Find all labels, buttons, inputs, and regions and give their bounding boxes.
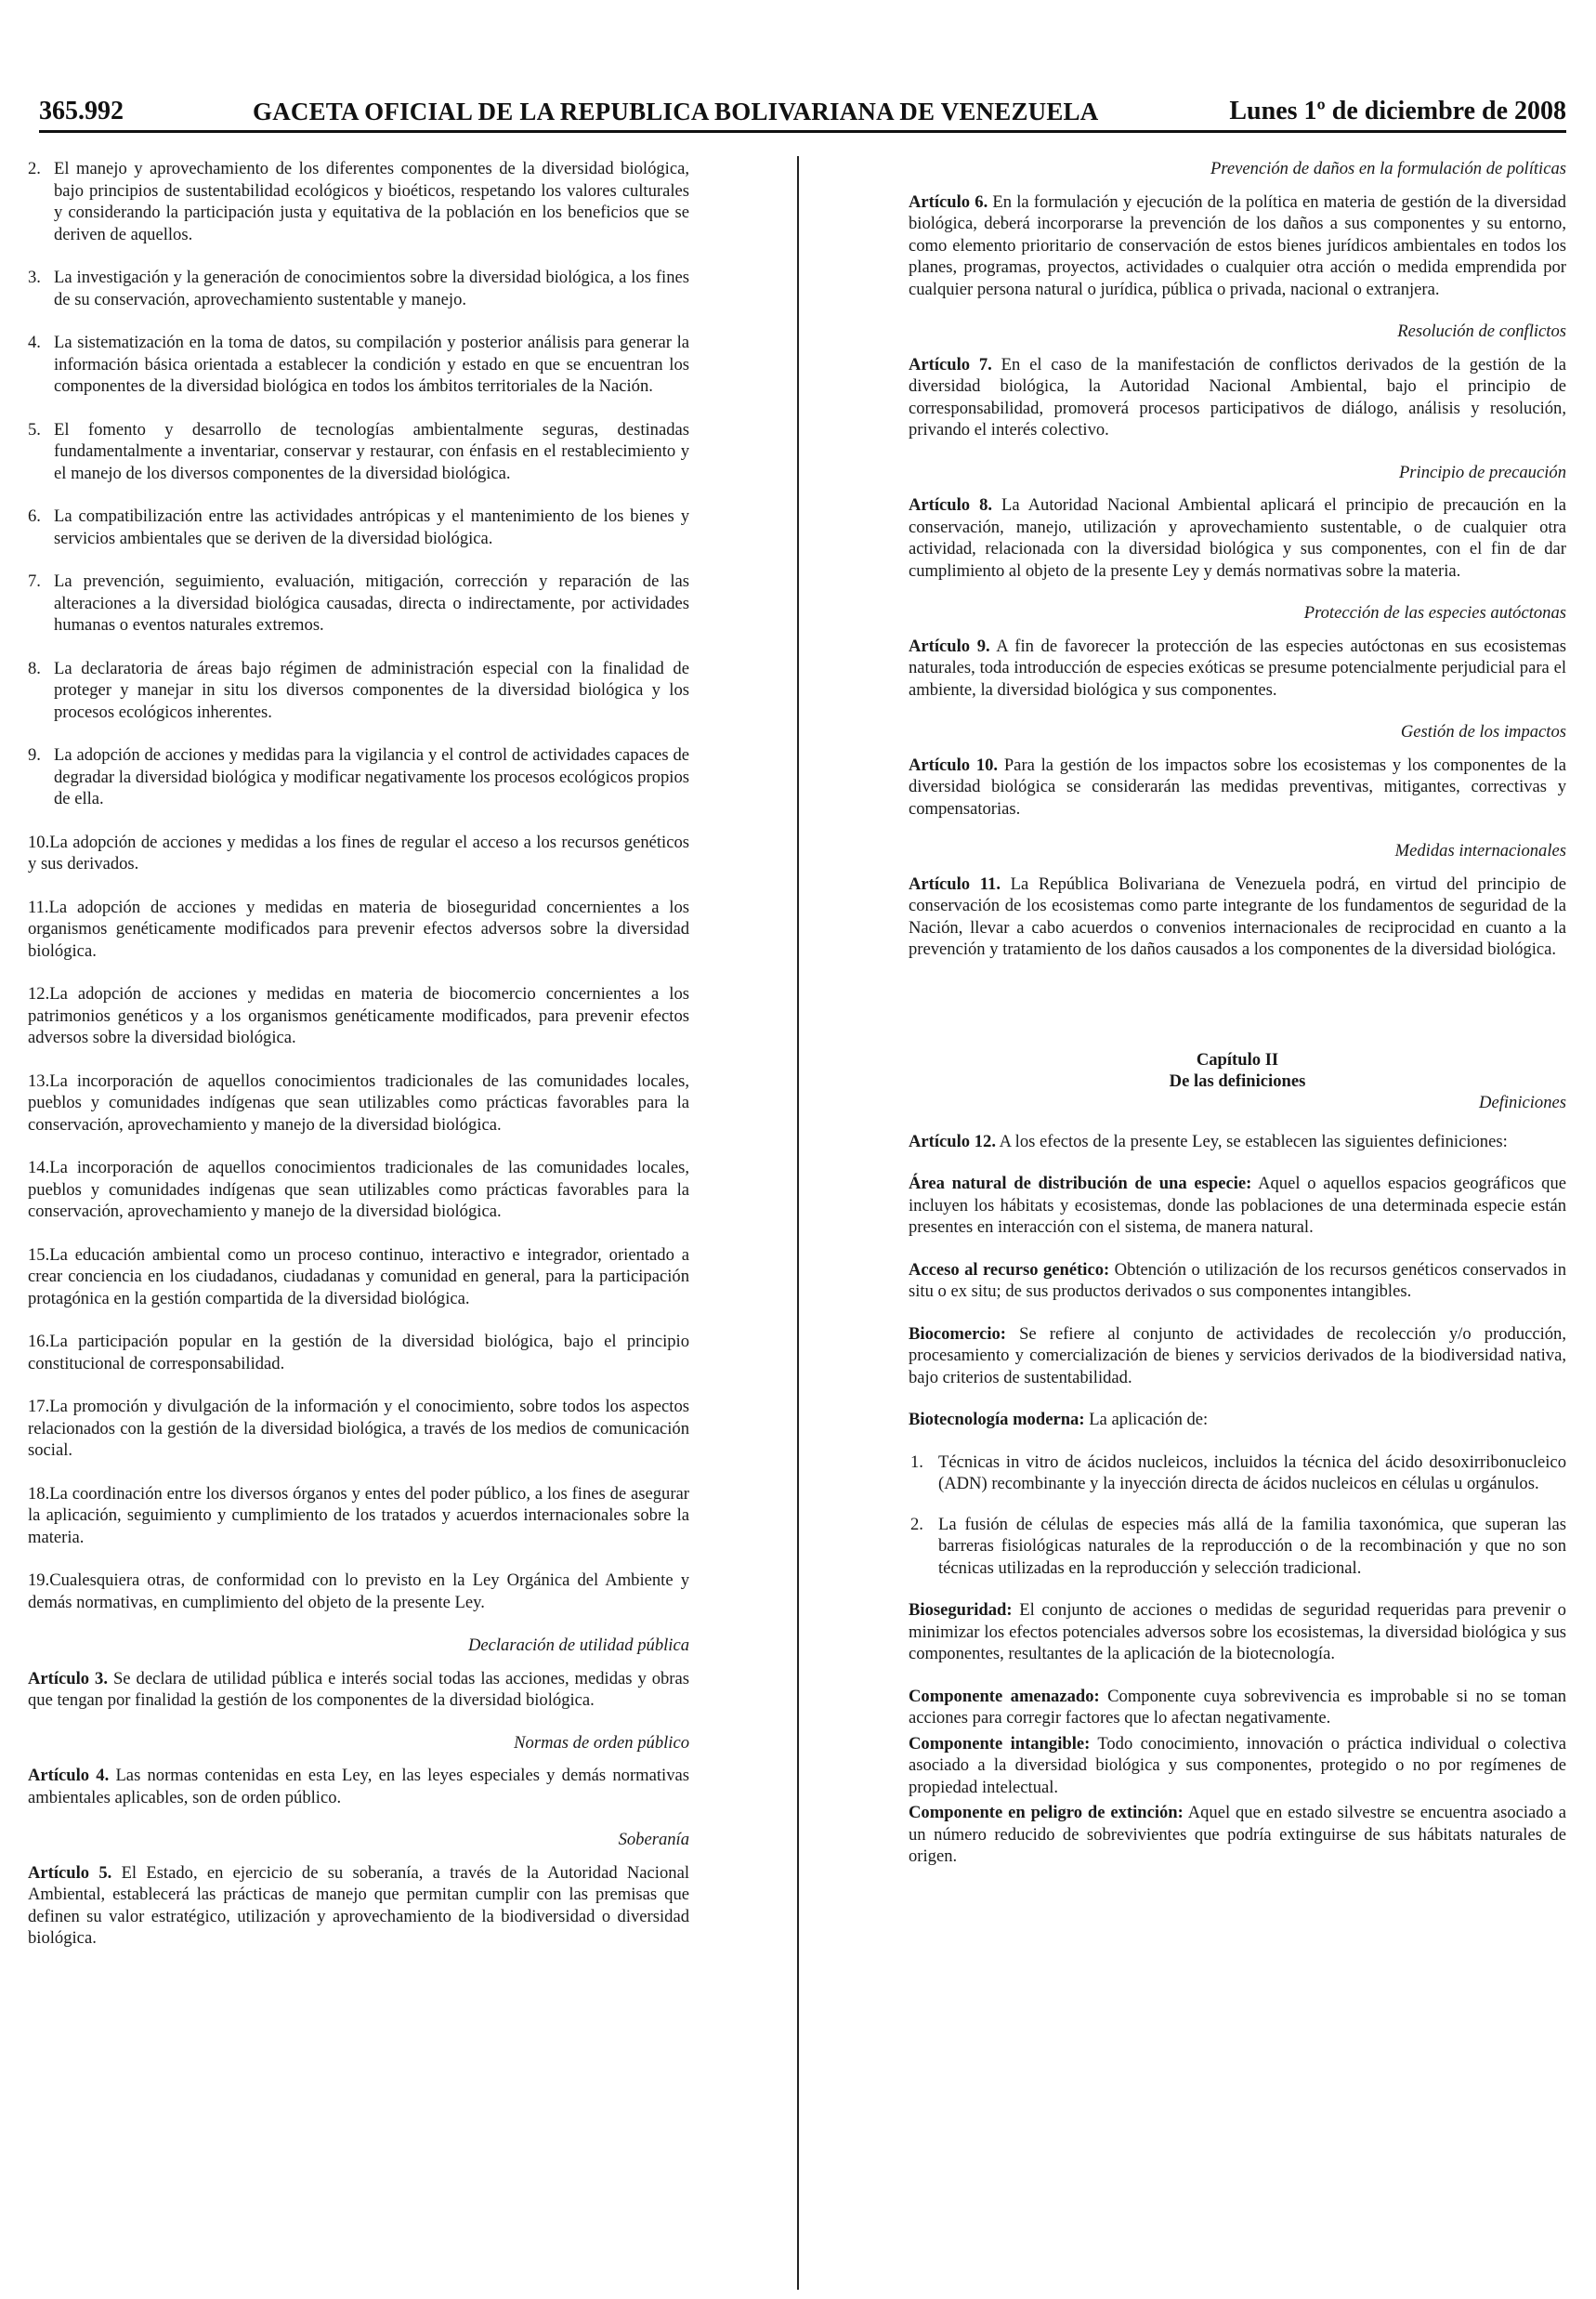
sub-item (909, 1452, 1566, 1495)
item-text: La incorporación de aquellos conocimientos tradicionales de las comunidades locales, pueblos y comunidades indígenas que sean utilizables como prácticas favorables para la conservación, aprovechamiento y manejo de la diversidad biológica. (28, 1158, 689, 1221)
right-articles (909, 158, 1566, 961)
definitions-list-2 (909, 1599, 1566, 1868)
article (28, 1668, 689, 1712)
item-text: El fomento y desarrollo de tecnologías ambientalmente seguras, destinadas fundamentalmente a inventariar, conservar y restaurar, con énfasis en el restablecimiento y el manejo de los diversos componentes de la diversidad biológica. (54, 419, 689, 483)
item-number: 11. (28, 897, 49, 917)
definition-text: Obtención o utilización de los recursos genéticos conservados in situ o ex situ; de sus productos derivados o sus componentes intangibles. (909, 1259, 1566, 1301)
gazette-title: GACETA OFICIAL DE LA REPUBLICA BOLIVARIANA DE VENEZUELA (253, 98, 1099, 125)
definition-term: Componente intangible: (909, 1733, 1091, 1754)
definitions-list (909, 1173, 1566, 1431)
item-number: 6. (28, 506, 41, 526)
left-articles (28, 1635, 689, 1950)
article-12 (909, 1131, 1566, 1153)
article-text: En el caso de la manifestación de conflictos derivados de la gestión de la diversidad biológica, la Autoridad Nacional Ambiental, bajo el principio de corresponsabilidad, promoverá procesos participativos de diálogo, análisis y resolución, privando el interés colectivo. (909, 354, 1566, 440)
list-item (28, 744, 689, 810)
article-text: A fin de favorecer la protección de las especies autóctonas en sus ecosistemas naturales, toda introducción de especies exóticas se presume potencialmente perjudicial para el ambiente, la diversidad biológica y sus componentes. (909, 636, 1567, 700)
item-number: 12. (28, 984, 50, 1004)
list-item (28, 983, 689, 1049)
article-label: Artículo 4. (28, 1766, 110, 1785)
gazette-header (39, 93, 1566, 133)
article (909, 191, 1566, 301)
list-item (28, 897, 689, 963)
list-item (28, 571, 689, 637)
item-text: La adopción de acciones y medidas en materia de bioseguridad concernientes a los organismos genéticamente modificados para prevenir efectos adversos sobre la diversidad biológica. (28, 897, 689, 961)
item-text: La prevención, seguimiento, evaluación, mitigación, corrección y reparación de las alteraciones a la diversidad biológica causadas, directa o indirectamente, por actividades humanas o eventos naturales extremos. (54, 571, 689, 635)
article-heading: Declaración de utilidad pública (467, 1636, 689, 1655)
definition-text: Aquel o aquellos espacios geográficos que incluyen los hábitats y ecosistemas, donde las poblaciones de una determinada especie están presentes en interacción con el sistema, de manera natural. (909, 1174, 1566, 1237)
article-text: A los efectos de la presente Ley, se establecen las siguientes definiciones: (999, 1131, 1508, 1151)
issue-date: Lunes 1º de diciembre de 2008 (1229, 97, 1566, 125)
item-number: 14. (28, 1158, 50, 1177)
article-label: Artículo 12. (909, 1131, 996, 1151)
article-text: La República Bolivariana de Venezuela podrá, en virtud del principio de conservación de los ecosistemas como parte integrante de los fundamentos de seguridad de la Nación, llevar a cabo acuerdos o convenios internacionales de reciprocidad en cuanto a la prevención y tratamiento de los daños causados a los componentes de la diversidad biológica. (909, 874, 1566, 959)
item-text: La adopción de acciones y medidas en materia de biocomercio concernientes a los patrimonios genéticos y a los organismos genéticamente modificados, para prevenir efectos adversos sobre la diversidad biológica. (28, 984, 689, 1047)
definition-text: Se refiere al conjunto de actividades de recolección y/o producción, procesamiento y comercialización de bienes y servicios derivados de la biodiversidad nativa, bajo criterios de sustentabilidad. (909, 1323, 1566, 1387)
article (28, 1862, 689, 1950)
article-label: Artículo 10. (909, 755, 999, 775)
list-item (28, 1396, 689, 1462)
issue-number: 365.992 (39, 97, 124, 125)
definition-term: Biocomercio: (909, 1323, 1006, 1344)
item-number: 17. (28, 1397, 50, 1416)
list-item (28, 1244, 689, 1310)
item-number: 15. (28, 1244, 50, 1265)
article-text: La Autoridad Nacional Ambiental aplicará el principio de precaución en la conservación, manejo, utilización y aprovechamiento sustentable, o de cualquier otra actividad, relacionada con la diversidad biológica y sus componentes, con el fin de dar cumplimiento al objeto de la presente Ley y demás normativas sobre la materia. (909, 495, 1566, 581)
chapter-title: Capítulo II (1196, 1049, 1279, 1070)
definition (909, 1733, 1566, 1799)
article-heading: Protección de las especies autóctonas (1303, 603, 1566, 623)
definition (909, 1323, 1566, 1389)
list-item (28, 1331, 689, 1374)
item-text: La educación ambiental como un proceso continuo, interactivo e integrador, orientado a crear conciencia en los ciudadanos, ciudadanas y comunidad en general, para la participación protagónica en la gestión compartida de la diversidad biológica. (28, 1244, 689, 1308)
article-text: Para la gestión de los impactos sobre los ecosistemas y los componentes de la diversidad biológica se considerarán las medidas preventivas, mitigantes, correctivas y compensatorias. (909, 755, 1566, 819)
definition-term: Área natural de distribución de una especie: (909, 1174, 1252, 1193)
sub-item-text: Técnicas in vitro de ácidos nucleicos, incluidos la técnica del ácido desoxirribonucleico (ADN) recombinante y la inyección directa de ácidos nucleicos en células u orgánulos. (938, 1452, 1566, 1493)
article-label: Artículo 6. (909, 191, 988, 212)
principles-list (28, 158, 689, 1613)
item-number: 8. (28, 658, 41, 678)
article (28, 1765, 689, 1808)
definition (909, 1802, 1566, 1868)
chapter-subtitle: De las definiciones (1169, 1071, 1306, 1091)
item-text: La promoción y divulgación de la información y el conocimiento, sobre todos los aspectos relacionados con la gestión de la diversidad biológica, a través de los medios de comunicación social. (28, 1397, 689, 1460)
definition-text: La aplicación de: (1089, 1410, 1209, 1429)
article-label: Artículo 11. (909, 874, 1001, 894)
definition (909, 1259, 1566, 1303)
article-heading: Soberanía (618, 1830, 689, 1849)
item-text: La declaratoria de áreas bajo régimen de administración especial con la finalidad de proteger y manejar in situ los diversos componentes de la diversidad biológica y los procesos ecológicos inherentes. (54, 658, 689, 722)
item-text: La participación popular en la gestión de la diversidad biológica, bajo el principio constitucional de corresponsabilidad. (28, 1332, 689, 1373)
definition (909, 1686, 1566, 1729)
item-number: 19. (28, 1570, 50, 1590)
item-number: 16. (28, 1332, 50, 1351)
list-item (28, 658, 689, 724)
definition-text: Componente cuya sobrevivencia es improbable si no se toman acciones para corregir factores que lo afectan negativamente. (909, 1686, 1566, 1728)
item-number: 13. (28, 1071, 50, 1091)
item-number: 18. (28, 1483, 50, 1504)
article-heading: Principio de precaución (1398, 462, 1566, 482)
article-label: Artículo 3. (28, 1668, 108, 1688)
article (909, 354, 1566, 441)
article-heading: Gestión de los impactos (1400, 722, 1566, 742)
list-item (28, 506, 689, 549)
item-text: La investigación y la generación de conocimientos sobre la diversidad biológica, a los fines de su conservación, aprovechamiento sustentable y manejo. (54, 268, 689, 309)
article-text: Las normas contenidas en esta Ley, en las leyes especiales y demás normativas ambientales aplicables, son de orden público. (28, 1766, 689, 1807)
item-text: La compatibilización entre las actividades antrópicas y el mantenimiento de los bienes y servicios ambientales que se deriven de la diversidad biológica. (54, 506, 689, 548)
item-text: Cualesquiera otras, de conformidad con lo previsto en la Ley Orgánica del Ambiente y demás normativas, en cumplimiento del objeto de la presente Ley. (28, 1570, 689, 1612)
list-item (28, 267, 689, 310)
list-item (28, 1071, 689, 1136)
definition-text: Todo conocimiento, innovación o práctica individual o colectiva asociado a la diversidad biológica y sus componentes, protegido o no por regímenes de propiedad intelectual. (909, 1733, 1567, 1797)
item-number: 5. (28, 419, 41, 440)
item-text: La coordinación entre los diversos órganos y entes del poder público, a los fines de asegurar la aplicación, seguimiento y cumplimiento de los tratados y acuerdos internacionales sobre la materia. (28, 1483, 689, 1547)
list-item (28, 1157, 689, 1223)
list-item (28, 832, 689, 875)
left-column (28, 158, 689, 2284)
list-item (28, 419, 689, 485)
article (909, 494, 1566, 582)
list-item (28, 1570, 689, 1613)
list-item (28, 332, 689, 398)
list-item (28, 1483, 689, 1549)
item-text: La adopción de acciones y medidas a los fines de regular el acceso a los recursos genéticos y sus derivados. (28, 832, 689, 874)
article-label: Artículo 5. (28, 1862, 112, 1883)
article (909, 636, 1566, 702)
sub-item-text: La fusión de células de especies más allá de la familia taxonómica, que superan las barreras fisiológicas naturales de la reproducción o de la recombinación y que no son técnicas utilizadas en la reproducción y selección tradicional. (938, 1514, 1566, 1578)
item-number: 2. (28, 159, 41, 178)
article-heading: Normas de orden público (514, 1732, 689, 1753)
article-label: Artículo 9. (909, 636, 990, 656)
item-number: 9. (28, 745, 41, 765)
article-label: Artículo 8. (909, 495, 993, 515)
sub-item (909, 1514, 1566, 1580)
column-divider (797, 156, 799, 2290)
item-text: La incorporación de aquellos conocimientos tradicionales de las comunidades locales, pueblos y comunidades indígenas que sean utilizables como prácticas favorables para la conservación, aprovechamiento y manejo de la diversidad biológica. (28, 1071, 689, 1135)
definition-text: Aquel que en estado silvestre se encuentra asociado a un número reducido de sobrevivientes que podría extinguirse de sus hábitats naturales de origen. (909, 1803, 1566, 1866)
article-label: Artículo 7. (909, 354, 992, 374)
definition-term: Biotecnología moderna: (909, 1410, 1085, 1429)
definition-term: Componente amenazado: (909, 1686, 1100, 1706)
item-number: 4. (28, 333, 41, 352)
article-text: Se declara de utilidad pública e interés social todas las acciones, medidas y obras que tengan por finalidad la gestión de los componentes de la diversidad biológica. (28, 1668, 689, 1710)
list-item (28, 158, 689, 245)
definition (909, 1173, 1566, 1239)
section-heading: Definiciones (1479, 1093, 1566, 1112)
article-heading: Resolución de conflictos (1397, 322, 1566, 341)
definition (909, 1599, 1566, 1665)
definition-text: El conjunto de acciones o medidas de seguridad requeridas para prevenir o minimizar los efectos potenciales adversos sobre los ecosistemas, la diversidad biológica y sus componentes, resultantes de la aplicación de la biotecnología. (909, 1600, 1566, 1663)
definition (909, 1409, 1566, 1431)
item-number: 10. (28, 832, 50, 852)
article (909, 755, 1566, 821)
article (909, 874, 1566, 961)
article-text: El Estado, en ejercicio de su soberanía, a través de la Autoridad Nacional Ambiental, establecerá las prácticas de manejo que permitan cumplir con las premisas que definen su valor estratégico, utilización y aprovechamiento de la biodiversidad o diversidad biológica. (28, 1862, 689, 1948)
item-number: 7. (28, 571, 41, 591)
sub-item-number: 1. (910, 1452, 923, 1472)
definition-term: Acceso al recurso genético: (909, 1259, 1110, 1280)
article-heading: Medidas internacionales (1394, 841, 1566, 860)
sub-item-number: 2. (910, 1514, 923, 1534)
item-text: El manejo y aprovechamiento de los diferentes componentes de la diversidad biológica, bajo principios de sustentabilidad ecológicos y bioéticos, respetando los valores culturales y considerando la participación justa y equitativa de la población en los beneficios que se deriven de aquellos. (54, 159, 689, 244)
definition-term: Componente en peligro de extinción: (909, 1803, 1184, 1822)
definition-term: Bioseguridad: (909, 1600, 1013, 1620)
item-text: La adopción de acciones y medidas para la vigilancia y el control de actividades capaces de degradar la diversidad biológica y modificar negativamente los procesos ecológicos propios de ella. (54, 745, 689, 808)
right-column (909, 158, 1566, 2284)
item-number: 3. (28, 268, 41, 287)
article-heading: Prevención de daños en la formulación de políticas (1210, 159, 1566, 178)
biotech-list (909, 1452, 1566, 1580)
item-text: La sistematización en la toma de datos, su compilación y posterior análisis para generar la información básica orientada a establecer la condición y estado en que se encuentran los componentes de la diversidad biológica en todos los ámbitos territoriales de la Nación. (54, 333, 689, 396)
article-text: En la formulación y ejecución de la política en materia de gestión de la diversidad biológica, deberá incorporarse la prevención de los daños a sus componentes y su entorno, como elemento prioritario de conservación de estos bienes jurídicos ambientales en todos los planes, programas, proyectos, actividades o cualquier otra acción o medida emprendida por cualquier persona natural o jurídica, pública o privada, nacional o extranjera. (909, 191, 1566, 299)
